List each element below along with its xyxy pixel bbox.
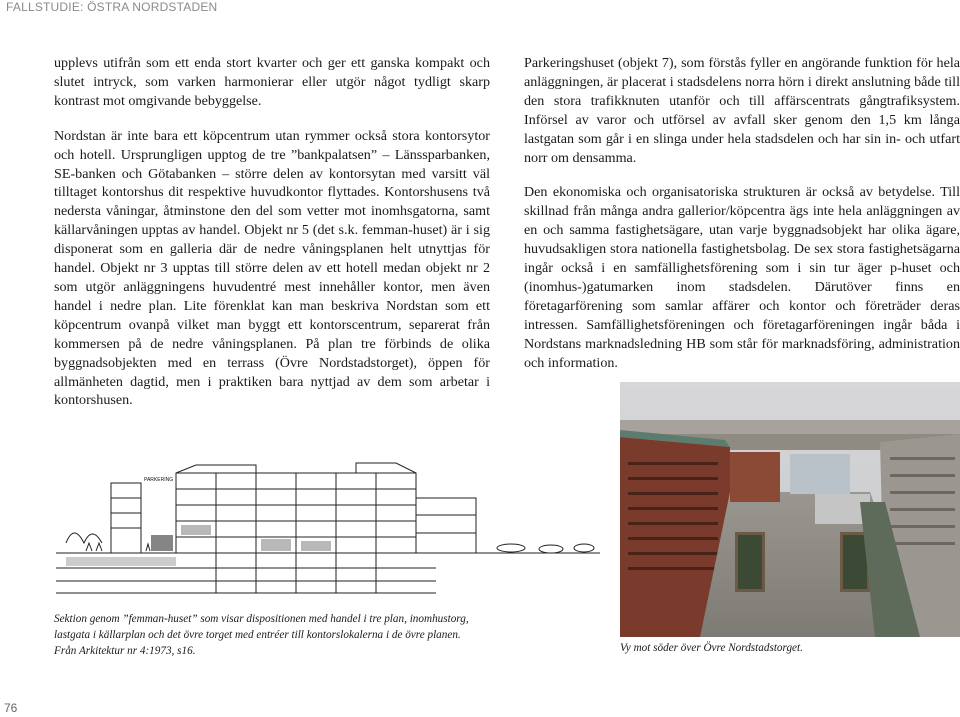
running-header: FALLSTUDIE: ÖSTRA NORDSTADEN — [6, 0, 218, 14]
figure-caption-right: Vy mot söder över Övre Nordstadstorget. — [620, 642, 803, 654]
paragraph: Den ekonomiska och organisatoriska strukturen är också av betydelse. Till skillnad från många andra gallerior/köpcentra ägs inte hela anläggningen av en och samma fastighetsägare, utan varje byggnadsobjekt har olika ägare, huvudsakligen stora nationella fastighetsbolag. De sex stora fastighetsägarna ingår också i en samfällighetsförening som i sin tur äger p-huset och (inomhus-)gatumarken inom stadsdelen. Därutöver finns en företagarförening som samlar affärer och kontor och företräder deras intressen. Samfällighetsföreningen och företagarföreningen ingår båda i Nordstans marknadsledning HB som står för marknadsföring, administration och information. — [524, 184, 960, 371]
left-text-column — [54, 54, 490, 426]
aerial-photo — [620, 382, 960, 637]
paragraph: Nordstan är inte bara ett köpcentrum utan rymmer också stora kontorsytor och hotell. Ursprungligen upptog de tre ”bankpalatsen” – Länssparbanken, SE-banken och Götabanken – större delen av kontorsytan med varsitt väl tilltaget kontorshus dit respektive huvudkontor flyttades. Kontorshusens två nedersta våningar, åtminstone den del som vetter mot inomhsgatorna, samt källarvåningen upptas av handel. Objekt nr 5 (det s.k. femman-huset) är i sig disponerat som en galleria där de nedre våningsplanen helt utnyttjas för handel. Objekt nr 3 upptas till större delen av ett hotell medan objekt nr 2 som utgör anläggningens huvudentré mest innehåller kontor, men även handel i nedre plan. Lite förenklat kan man beskriva Nordstan som ett köpcentrum ovanpå vilket man byggt ett kontorscentrum, separerat från kommersen på de nedre våningsplanen. På plan tre förbinds de olika byggnadsobjekten med en terrass (Övre Nordstadstorget), öppen för allmänheten dagtid, men i praktiken bara nyttjad av dem som arbetar i kontorshusen. — [54, 127, 490, 409]
drawing-label: PARKERING — [144, 477, 174, 483]
figure-caption-left: Sektion genom ”femman-huset” som visar dispositionen med handel i tre plan, inomhustorg, lastgata i källarplan och det övre torget med entréer till kontorslokalerna i de övre planen. Från Arkitektur nr 4:1973, s16. — [54, 613, 469, 657]
paragraph: Parkeringshuset (objekt 7), som förstås fyller en angörande funktion för hela anläggningen, är placerat i stadsdelens norra hörn i direkt anslutning både till den stora trafikknuten utanför och till affärscentrats gångtrafiksystem. Införsel av varor och utförsel av avfall sker genom den 1,5 km långa lastgatan som går i en slinga under hela stadsdelen och har sin in- och utfart norr om densamma. — [524, 55, 960, 166]
section-drawing — [56, 453, 600, 601]
page-number: 76 — [4, 701, 18, 715]
paragraph: upplevs utifrån som ett enda stort kvarter och ger ett ganska kompakt och slutet intryck, som varken harmonierar eller utgör något tydligt skarp kontrast mot omgivande bebyggelse. — [54, 55, 490, 109]
right-text-column — [524, 54, 960, 389]
